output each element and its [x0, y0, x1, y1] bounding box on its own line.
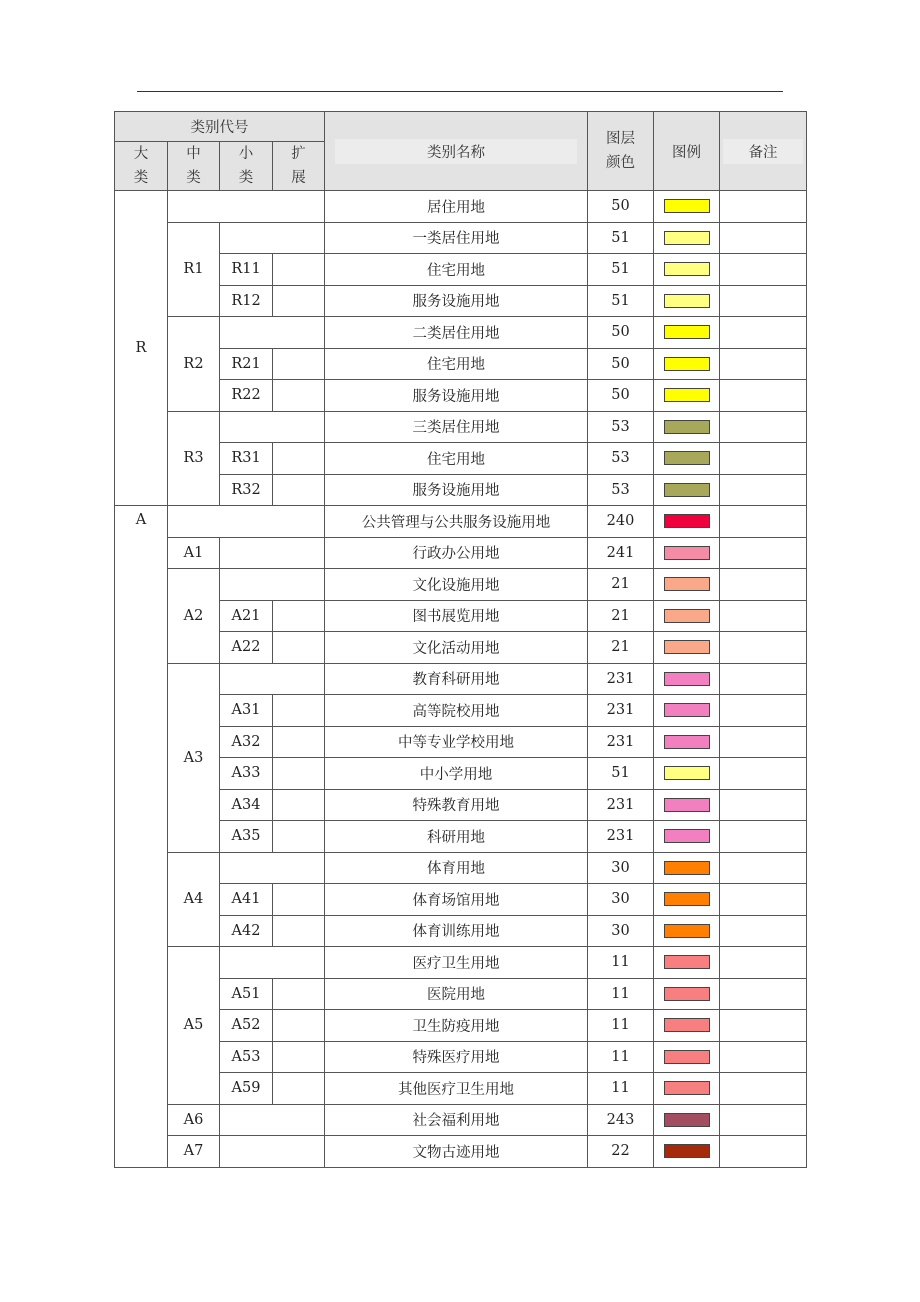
- legend-cell: [654, 726, 720, 758]
- layer-color-cell: 231: [588, 726, 654, 758]
- extension-cell: [273, 726, 325, 758]
- remark-cell: [720, 947, 807, 979]
- remark-cell: [720, 758, 807, 790]
- legend-cell: [654, 852, 720, 884]
- legend-cell: [654, 191, 720, 223]
- legend-cell: [654, 506, 720, 538]
- legend-swatch: [664, 1144, 710, 1158]
- remark-cell: [720, 1104, 807, 1136]
- legend-swatch: [664, 577, 710, 591]
- legend-swatch: [664, 766, 710, 780]
- legend-cell: [654, 380, 720, 412]
- empty-minor-cell: [220, 569, 325, 601]
- layer-color-cell: 11: [588, 1041, 654, 1073]
- header-legend: 图例: [654, 112, 720, 191]
- empty-minor-cell: [220, 537, 325, 569]
- category-name-cell: 服务设施用地: [325, 380, 588, 412]
- category-name-cell: 二类居住用地: [325, 317, 588, 349]
- legend-swatch: [664, 420, 710, 434]
- minor-category-cell: R12: [220, 285, 273, 317]
- legend-cell: [654, 947, 720, 979]
- minor-category-cell: A22: [220, 632, 273, 664]
- legend-cell: [654, 537, 720, 569]
- empty-minor-cell: [220, 411, 325, 443]
- remark-cell: [720, 380, 807, 412]
- minor-category-cell: A59: [220, 1073, 273, 1105]
- empty-minor-cell: [220, 663, 325, 695]
- legend-swatch: [664, 1018, 710, 1032]
- category-name-cell: 教育科研用地: [325, 663, 588, 695]
- layer-color-cell: 11: [588, 1073, 654, 1105]
- category-name-cell: 文化活动用地: [325, 632, 588, 664]
- layer-color-cell: 53: [588, 474, 654, 506]
- medium-category-cell: A5: [168, 947, 220, 1105]
- remark-cell: [720, 348, 807, 380]
- extension-cell: [273, 695, 325, 727]
- minor-category-cell: R21: [220, 348, 273, 380]
- remark-cell: [720, 978, 807, 1010]
- category-name-cell: 图书展览用地: [325, 600, 588, 632]
- layer-color-cell: 11: [588, 947, 654, 979]
- legend-cell: [654, 978, 720, 1010]
- extension-cell: [273, 285, 325, 317]
- remark-cell: [720, 285, 807, 317]
- layer-color-cell: 11: [588, 978, 654, 1010]
- layer-color-cell: 21: [588, 569, 654, 601]
- top-rule: [137, 91, 783, 92]
- remark-cell: [720, 411, 807, 443]
- extension-cell: [273, 254, 325, 286]
- category-name-cell: 特殊教育用地: [325, 789, 588, 821]
- remark-cell: [720, 191, 807, 223]
- category-name-cell: 特殊医疗用地: [325, 1041, 588, 1073]
- table-row: [115, 663, 807, 695]
- medium-category-cell: A7: [168, 1136, 220, 1168]
- medium-category-cell: A2: [168, 569, 220, 664]
- empty-minor-cell: [220, 947, 325, 979]
- header-minor: [220, 142, 273, 191]
- header-remark: [720, 112, 807, 191]
- layer-color-cell: 50: [588, 191, 654, 223]
- category-name-cell: 服务设施用地: [325, 474, 588, 506]
- legend-swatch: [664, 262, 710, 276]
- minor-category-cell: A35: [220, 821, 273, 853]
- extension-cell: [273, 1041, 325, 1073]
- legend-cell: [654, 884, 720, 916]
- minor-category-cell: A32: [220, 726, 273, 758]
- header-minor-line2: 类: [238, 170, 254, 186]
- minor-category-cell: R31: [220, 443, 273, 475]
- extension-cell: [273, 884, 325, 916]
- table-row: [115, 191, 807, 223]
- layer-color-cell: 243: [588, 1104, 654, 1136]
- empty-minor-cell: [220, 852, 325, 884]
- remark-cell: [720, 726, 807, 758]
- legend-swatch: [664, 609, 710, 623]
- category-name-cell: 高等院校用地: [325, 695, 588, 727]
- layer-color-cell: 231: [588, 789, 654, 821]
- table-row: [115, 1136, 807, 1168]
- table-row: [115, 506, 807, 538]
- legend-swatch: [664, 798, 710, 812]
- table-body: [115, 191, 807, 1168]
- legend-swatch: [664, 924, 710, 938]
- minor-category-cell: A42: [220, 915, 273, 947]
- legend-swatch: [664, 199, 710, 213]
- layer-color-cell: 231: [588, 695, 654, 727]
- major-category-cell: A: [115, 506, 168, 1168]
- legend-swatch: [664, 451, 710, 465]
- remark-cell: [720, 1041, 807, 1073]
- major-category-cell: R: [115, 191, 168, 506]
- table-row: [115, 852, 807, 884]
- minor-category-cell: A41: [220, 884, 273, 916]
- legend-cell: [654, 663, 720, 695]
- header-major-line1: 大: [133, 146, 149, 162]
- medium-category-cell: A1: [168, 537, 220, 569]
- minor-category-cell: A53: [220, 1041, 273, 1073]
- category-name-cell: 其他医疗卫生用地: [325, 1073, 588, 1105]
- legend-swatch: [664, 640, 710, 654]
- extension-cell: [273, 443, 325, 475]
- category-name-cell: 行政办公用地: [325, 537, 588, 569]
- table-row: [115, 222, 807, 254]
- medium-category-cell: A4: [168, 852, 220, 947]
- category-name-cell: 医疗卫生用地: [325, 947, 588, 979]
- legend-cell: [654, 758, 720, 790]
- table-row: [115, 537, 807, 569]
- legend-swatch: [664, 861, 710, 875]
- remark-cell: [720, 222, 807, 254]
- category-name-cell: 科研用地: [325, 821, 588, 853]
- empty-minor-cell: [220, 1136, 325, 1168]
- category-name-cell: 一类居住用地: [325, 222, 588, 254]
- remark-cell: [720, 600, 807, 632]
- legend-cell: [654, 317, 720, 349]
- category-name-cell: 服务设施用地: [325, 285, 588, 317]
- layer-color-cell: 51: [588, 285, 654, 317]
- category-name-cell: 体育训练用地: [325, 915, 588, 947]
- remark-cell: [720, 317, 807, 349]
- category-name-cell: 体育场馆用地: [325, 884, 588, 916]
- legend-cell: [654, 254, 720, 286]
- remark-cell: [720, 663, 807, 695]
- header-ext-line2: 展: [291, 170, 306, 186]
- minor-category-cell: A51: [220, 978, 273, 1010]
- header-medium: [168, 142, 220, 191]
- extension-cell: [273, 1073, 325, 1105]
- legend-swatch: [664, 388, 710, 402]
- minor-category-cell: A33: [220, 758, 273, 790]
- legend-swatch: [664, 546, 710, 560]
- category-name-cell: 住宅用地: [325, 348, 588, 380]
- category-name-cell: 三类居住用地: [325, 411, 588, 443]
- legend-swatch: [664, 987, 710, 1001]
- header-medium-line2: 类: [186, 170, 201, 186]
- legend-cell: [654, 695, 720, 727]
- category-name-cell: 公共管理与公共服务设施用地: [325, 506, 588, 538]
- extension-cell: [273, 600, 325, 632]
- legend-swatch: [664, 231, 710, 245]
- legend-swatch: [664, 955, 710, 969]
- minor-category-cell: R22: [220, 380, 273, 412]
- header-ext: [273, 142, 325, 191]
- legend-swatch: [664, 829, 710, 843]
- category-name-cell: 住宅用地: [325, 443, 588, 475]
- layer-color-cell: 50: [588, 348, 654, 380]
- legend-cell: [654, 632, 720, 664]
- legend-cell: [654, 222, 720, 254]
- legend-swatch: [664, 1113, 710, 1127]
- category-name-cell: 卫生防疫用地: [325, 1010, 588, 1042]
- minor-category-cell: A31: [220, 695, 273, 727]
- minor-category-cell: A34: [220, 789, 273, 821]
- medium-category-cell: R1: [168, 222, 220, 317]
- layer-color-cell: 50: [588, 317, 654, 349]
- layer-color-cell: 30: [588, 852, 654, 884]
- category-name-cell: 文化设施用地: [325, 569, 588, 601]
- remark-cell: [720, 695, 807, 727]
- empty-code-cell: [168, 191, 325, 223]
- category-name-cell: 文物古迹用地: [325, 1136, 588, 1168]
- category-name-cell: 中小学用地: [325, 758, 588, 790]
- layer-color-cell: 30: [588, 915, 654, 947]
- remark-cell: [720, 821, 807, 853]
- layer-color-cell: 51: [588, 222, 654, 254]
- legend-swatch: [664, 483, 710, 497]
- legend-cell: [654, 821, 720, 853]
- legend-cell: [654, 1104, 720, 1136]
- layer-color-cell: 231: [588, 663, 654, 695]
- category-name-cell: 居住用地: [325, 191, 588, 223]
- medium-category-cell: R2: [168, 317, 220, 412]
- medium-category-cell: A6: [168, 1104, 220, 1136]
- layer-color-cell: 241: [588, 537, 654, 569]
- legend-swatch: [664, 357, 710, 371]
- category-name-cell: 医院用地: [325, 978, 588, 1010]
- header-minor-line1: 小: [238, 146, 254, 162]
- legend-swatch: [664, 325, 710, 339]
- remark-cell: [720, 852, 807, 884]
- extension-cell: [273, 915, 325, 947]
- minor-category-cell: R32: [220, 474, 273, 506]
- extension-cell: [273, 978, 325, 1010]
- category-name-cell: 体育用地: [325, 852, 588, 884]
- legend-cell: [654, 1073, 720, 1105]
- header-code-group: 类别代号: [115, 112, 325, 142]
- legend-cell: [654, 285, 720, 317]
- table-row: [115, 411, 807, 443]
- legend-cell: [654, 1136, 720, 1168]
- medium-category-cell: A3: [168, 663, 220, 852]
- minor-category-cell: R11: [220, 254, 273, 286]
- medium-category-cell: R3: [168, 411, 220, 506]
- land-use-legend-table: [114, 111, 807, 1168]
- remark-cell: [720, 789, 807, 821]
- legend-cell: [654, 1041, 720, 1073]
- legend-swatch: [664, 1050, 710, 1064]
- remark-cell: [720, 537, 807, 569]
- remark-cell: [720, 506, 807, 538]
- legend-cell: [654, 443, 720, 475]
- extension-cell: [273, 380, 325, 412]
- remark-cell: [720, 632, 807, 664]
- category-name-cell: 住宅用地: [325, 254, 588, 286]
- legend-swatch: [664, 294, 710, 308]
- header-ext-line1: 扩: [291, 146, 306, 162]
- layer-color-cell: 51: [588, 758, 654, 790]
- empty-minor-cell: [220, 1104, 325, 1136]
- legend-cell: [654, 600, 720, 632]
- legend-cell: [654, 569, 720, 601]
- layer-color-cell: 231: [588, 821, 654, 853]
- legend-swatch: [664, 514, 710, 528]
- header-name: [325, 112, 588, 191]
- legend-swatch: [664, 672, 710, 686]
- table-row: [115, 317, 807, 349]
- layer-color-cell: 53: [588, 443, 654, 475]
- legend-cell: [654, 411, 720, 443]
- remark-cell: [720, 884, 807, 916]
- legend-swatch: [664, 735, 710, 749]
- layer-color-cell: 11: [588, 1010, 654, 1042]
- layer-color-cell: 51: [588, 254, 654, 286]
- legend-swatch: [664, 703, 710, 717]
- header-medium-line1: 中: [186, 146, 201, 162]
- table-row: [115, 569, 807, 601]
- layer-color-cell: 22: [588, 1136, 654, 1168]
- header-major: [115, 142, 168, 191]
- remark-cell: [720, 474, 807, 506]
- remark-cell: [720, 254, 807, 286]
- extension-cell: [273, 789, 325, 821]
- legend-cell: [654, 915, 720, 947]
- legend-cell: [654, 348, 720, 380]
- minor-category-cell: A21: [220, 600, 273, 632]
- category-name-cell: 社会福利用地: [325, 1104, 588, 1136]
- remark-cell: [720, 1073, 807, 1105]
- layer-color-cell: 21: [588, 600, 654, 632]
- remark-cell: [720, 443, 807, 475]
- extension-cell: [273, 632, 325, 664]
- layer-color-cell: 240: [588, 506, 654, 538]
- legend-cell: [654, 474, 720, 506]
- header-remark-label: 备注: [723, 139, 802, 164]
- layer-color-cell: 30: [588, 884, 654, 916]
- legend-cell: [654, 789, 720, 821]
- table-row: [115, 1104, 807, 1136]
- header-layer-color: [588, 112, 654, 191]
- extension-cell: [273, 474, 325, 506]
- extension-cell: [273, 758, 325, 790]
- header-major-line2: 类: [133, 170, 149, 186]
- extension-cell: [273, 821, 325, 853]
- remark-cell: [720, 1136, 807, 1168]
- remark-cell: [720, 569, 807, 601]
- legend-cell: [654, 1010, 720, 1042]
- header-layer-color-line2: 颜色: [606, 155, 635, 171]
- extension-cell: [273, 348, 325, 380]
- table-row: [115, 947, 807, 979]
- layer-color-cell: 50: [588, 380, 654, 412]
- layer-color-cell: 21: [588, 632, 654, 664]
- remark-cell: [720, 1010, 807, 1042]
- extension-cell: [273, 1010, 325, 1042]
- header-layer-color-line1: 图层: [606, 131, 635, 147]
- remark-cell: [720, 915, 807, 947]
- empty-minor-cell: [220, 222, 325, 254]
- layer-color-cell: 53: [588, 411, 654, 443]
- minor-category-cell: A52: [220, 1010, 273, 1042]
- category-name-cell: 中等专业学校用地: [325, 726, 588, 758]
- empty-code-cell: [168, 506, 325, 538]
- legend-swatch: [664, 892, 710, 906]
- legend-swatch: [664, 1081, 710, 1095]
- empty-minor-cell: [220, 317, 325, 349]
- header-name-label: 类别名称: [335, 139, 576, 164]
